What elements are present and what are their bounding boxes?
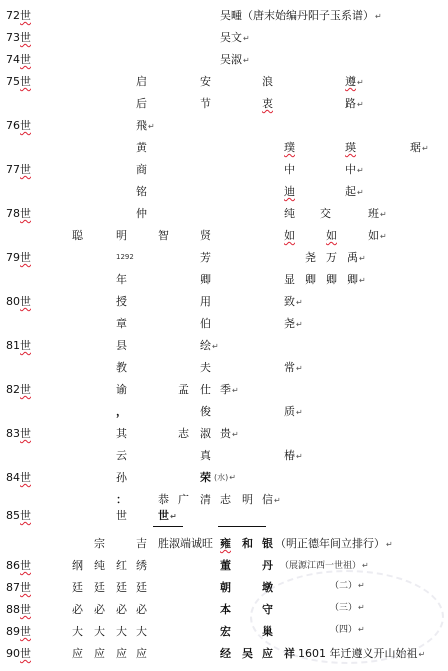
name-chao2: 巢 (262, 625, 273, 638)
generation-number: 87 (6, 581, 20, 594)
name-zhong: 衷 (262, 97, 273, 110)
generation-label (6, 384, 31, 395)
name-yong: 用 (200, 295, 211, 308)
generation-label (6, 120, 31, 131)
name-dong: 董 (220, 559, 231, 572)
generation-number: 75 (6, 75, 20, 88)
text-yun: 云 (116, 449, 127, 462)
generation-number: 85 (6, 509, 20, 522)
generation-suffix: 世 (20, 251, 31, 264)
name-xian: 贤 (200, 229, 211, 242)
name-zhi5: 志 (220, 493, 231, 506)
name-zhen: 真 (200, 449, 211, 462)
name-shi: 仕 (200, 383, 211, 396)
name-zong: 宗 (94, 537, 105, 550)
name-bi3: 必 (116, 603, 127, 616)
name-jie: 节 (200, 97, 211, 110)
year-1292: 1292 (116, 253, 134, 261)
name-yao: 尧 (305, 251, 316, 264)
name-wu: 吴 (242, 647, 253, 660)
name-zhi4: 志 (178, 427, 189, 440)
name-ji: 季↵ (220, 383, 239, 396)
ancestor-wu-tuan: 吴畽（唐末始编丹阳子玉系谱）↵ (220, 9, 382, 22)
generation-label (6, 582, 31, 593)
generation-label (6, 428, 31, 439)
divider-line-right (218, 526, 266, 527)
name-da4: 大 (136, 625, 147, 638)
name-ban: 班↵ (368, 207, 387, 220)
name-zun: 遵↵ (345, 75, 364, 88)
name-ting4: 廷 (136, 581, 147, 594)
name-pu: 璞 (284, 141, 295, 154)
name-yong2: 雍 (220, 537, 231, 550)
generation-number: 77 (6, 163, 20, 176)
text-colon: ： (116, 493, 127, 506)
name-ying3: 应 (116, 647, 127, 660)
generation-suffix: 世 (20, 339, 31, 352)
generation-number: 90 (6, 647, 20, 660)
name-hui: 绘↵ (200, 339, 219, 352)
text-shi2: 世↵ (158, 509, 177, 522)
generation-suffix: 世 (20, 383, 31, 396)
generation-number: 76 (6, 119, 20, 132)
generation-label (6, 10, 31, 21)
ancestor-wu-wen: 吴文↵ (220, 31, 250, 44)
name-ying4: 应 (136, 647, 147, 660)
name-dan: 丹 (262, 559, 273, 572)
name-xiang: 祥 (284, 647, 295, 660)
generation-number: 74 (6, 53, 20, 66)
name-shang: 商 (136, 163, 147, 176)
name-zhi3: 质↵ (284, 405, 303, 418)
name-an: 安 (200, 75, 211, 88)
note-jiangxi: （展源江西一世祖）↵ (280, 561, 369, 571)
name-yu: 禹↵ (347, 251, 366, 264)
generation-suffix: 世 (20, 647, 31, 660)
name-jing: 经 (220, 647, 231, 660)
name-qing4: 卿↵ (347, 273, 366, 286)
name-xian2: 显 (284, 273, 295, 286)
name-ying: 瑛 (345, 141, 356, 154)
watermark-seal (250, 570, 444, 664)
name-qi: 启 (136, 75, 147, 88)
generation-label (6, 626, 31, 637)
generation-number: 79 (6, 251, 20, 264)
name-ying2: 应 (94, 647, 105, 660)
name-wan: 万 (326, 251, 337, 264)
name-ji2: 吉 (136, 537, 147, 550)
name-zhi2: 致↵ (284, 295, 303, 308)
name-qi2: 起↵ (345, 185, 364, 198)
generation-suffix: 世 (20, 119, 31, 132)
name-meng: 孟 (178, 383, 189, 396)
name-hou: 后 (136, 97, 147, 110)
name-ju: 琚↵ (410, 141, 429, 154)
name-ru1: 如 (284, 229, 295, 242)
name-jiao: 交 (320, 207, 331, 220)
name-rong: 荣 (200, 471, 211, 484)
ancestor-wu-shu: 吴淑↵ (220, 53, 250, 66)
generation-label (6, 252, 31, 263)
name-qing3: 卿 (326, 273, 337, 286)
name-ming2: 明 (116, 229, 127, 242)
generation-number: 89 (6, 625, 20, 638)
name-xiu: 绣 (136, 559, 147, 572)
name-qing2: 卿 (305, 273, 316, 286)
name-bi1: 必 (72, 603, 83, 616)
generation-label (6, 510, 31, 521)
name-gui: 贵↵ (220, 427, 239, 440)
name-chun3: 纯 (94, 559, 105, 572)
text-qi: 其 (116, 427, 127, 440)
generation-number: 83 (6, 427, 20, 440)
name-ying1: 应 (72, 647, 83, 660)
generation-number: 82 (6, 383, 20, 396)
name-qing: 卿 (200, 273, 211, 286)
name-ying5: 应 (262, 647, 273, 660)
divider-line-left (153, 526, 183, 527)
name-dun: 墩 (262, 581, 273, 594)
name-shu: 淑 (200, 427, 211, 440)
name-gong: 恭 (158, 493, 169, 506)
name-chang: 常↵ (284, 361, 303, 374)
name-ting2: 廷 (94, 581, 105, 594)
name-he: 和 (242, 537, 253, 550)
generation-label (6, 604, 31, 615)
name-zhong2: 中 (284, 163, 295, 176)
generation-label (6, 560, 31, 571)
generation-label (6, 648, 31, 659)
text-jiao: 教 (116, 361, 127, 374)
name-zhong4: 仲 (136, 207, 147, 220)
text-sun: 孙 (116, 471, 127, 484)
name-da1: 大 (72, 625, 83, 638)
name-xin: 信↵ (262, 493, 281, 506)
name-yin: 银 (262, 537, 273, 550)
name-chun: 纯 (284, 207, 295, 220)
name-ting1: 廷 (72, 581, 83, 594)
name-fang: 芳 (200, 251, 211, 264)
generation-suffix: 世 (20, 295, 31, 308)
name-guang: 广 (178, 493, 189, 506)
generation-number: 73 (6, 31, 20, 44)
generation-suffix: 世 (20, 427, 31, 440)
generation-label (6, 472, 31, 483)
generation-suffix: 世 (20, 53, 31, 66)
generation-suffix: 世 (20, 75, 31, 88)
name-da2: 大 (94, 625, 105, 638)
name-ming: 铭 (136, 185, 147, 198)
name-huang: 黄 (136, 141, 147, 154)
note-3: （三）↵ (330, 603, 365, 613)
generation-label (6, 54, 31, 65)
name-gang: 纲 (72, 559, 83, 572)
generation-number: 72 (6, 9, 20, 22)
text-comma: ， (116, 405, 127, 418)
generation-label (6, 32, 31, 43)
generation-label (6, 208, 31, 219)
note-shui: (水)↵ (214, 473, 236, 482)
name-lang: 浪 (262, 75, 273, 88)
generation-suffix: 世 (20, 163, 31, 176)
generation-number: 86 (6, 559, 20, 572)
name-ting3: 廷 (116, 581, 127, 594)
generation-suffix: 世 (20, 581, 31, 594)
generation-suffix: 世 (20, 471, 31, 484)
text-xian: 县 (116, 339, 127, 352)
name-zhi: 智 (158, 229, 169, 242)
generation-number: 81 (6, 339, 20, 352)
name-da3: 大 (116, 625, 127, 638)
name-cong: 聪 (72, 229, 83, 242)
name-di: 迪 (284, 185, 295, 198)
generation-label (6, 296, 31, 307)
text-yu: 谕 (116, 383, 127, 396)
generation-suffix: 世 (20, 559, 31, 572)
generation-suffix: 世 (20, 31, 31, 44)
name-ru2: 如 (326, 229, 337, 242)
generation-label (6, 164, 31, 175)
generation-suffix: 世 (20, 603, 31, 616)
name-bo: 伯 (200, 317, 211, 330)
generation-label (6, 340, 31, 351)
generation-number: 84 (6, 471, 20, 484)
generation-label (6, 76, 31, 87)
name-lu: 路↵ (345, 97, 364, 110)
name-fu: 夫 (200, 361, 211, 374)
text-zhang: 章 (116, 317, 127, 330)
text-shou: 授 (116, 295, 127, 308)
name-ben: 本 (220, 603, 231, 616)
name-ming3: 明 (242, 493, 253, 506)
name-hong: 红 (116, 559, 127, 572)
text-nian: 年 (116, 273, 127, 286)
generation-suffix: 世 (20, 509, 31, 522)
note-1601: 1601 年迁遵义开山始祖↵ (298, 647, 426, 660)
name-zhong3: 中↵ (345, 163, 364, 176)
note-4: （四）↵ (330, 625, 365, 635)
name-chun2: 椿↵ (284, 449, 303, 462)
name-shou: 守 (262, 603, 273, 616)
name-fei: 飛↵ (136, 119, 155, 132)
note-zhengde: （明正德年间立排行）↵ (275, 537, 393, 550)
generation-suffix: 世 (20, 9, 31, 22)
name-chao: 朝 (220, 581, 231, 594)
generation-suffix: 世 (20, 625, 31, 638)
name-jun: 俊 (200, 405, 211, 418)
name-yao2: 尧↵ (284, 317, 303, 330)
name-hong2: 宏 (220, 625, 231, 638)
generation-number: 78 (6, 207, 20, 220)
name-sheng-group: 胜淑端诚旺 (158, 537, 213, 550)
name-qing5: 清 (200, 493, 211, 506)
generation-suffix: 世 (20, 207, 31, 220)
generation-number: 88 (6, 603, 20, 616)
generation-number: 80 (6, 295, 20, 308)
name-bi4: 必 (136, 603, 147, 616)
note-2: （二）↵ (330, 581, 365, 591)
name-ru3: 如↵ (368, 229, 387, 242)
text-shi1: 世 (116, 509, 127, 522)
name-bi2: 必 (94, 603, 105, 616)
